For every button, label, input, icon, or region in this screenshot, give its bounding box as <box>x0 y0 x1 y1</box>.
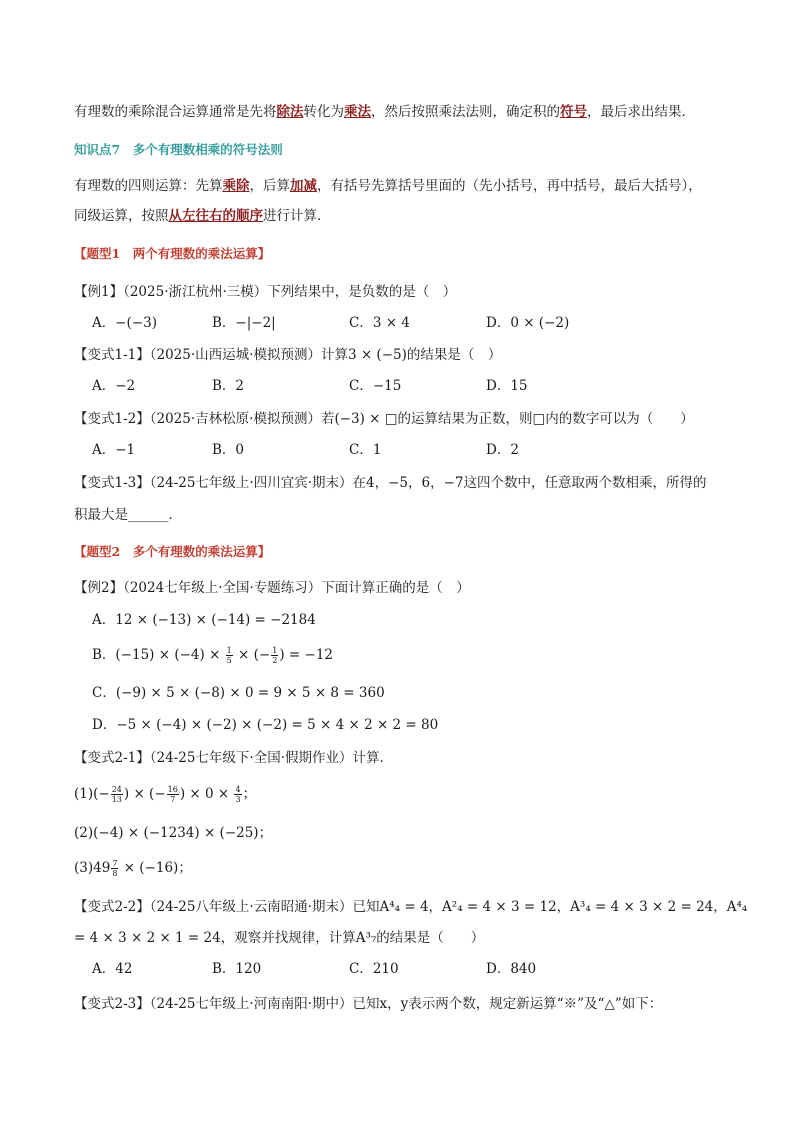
fraction <box>111 785 123 804</box>
option-c[interactable]: C．210 <box>349 961 399 977</box>
intro-text: ，最后求出结果． <box>587 104 695 120</box>
option-d[interactable]: D．0 × (−2) <box>486 315 570 331</box>
four-ops-text: 同级运算，按照 <box>74 208 169 224</box>
question-text: （24-25八年级上·云南昭通·期末）已知A⁴₄ = 4，A²₄ = 4 × 3 = 12，A³₄ = 4 × 3 × 2 = 24，A⁴₄ <box>149 899 748 915</box>
question-label: 【变式2-1】 <box>74 750 150 766</box>
variant-2-1-q3 <box>74 858 192 878</box>
variant-1-1-stem <box>74 345 501 365</box>
variant-1-2-options <box>92 440 692 460</box>
fraction <box>226 646 233 665</box>
variant-2-2-stem-cont: = 4 × 3 × 2 × 1 = 24，观察并找规律，计算A³₇的结果是（ ） <box>74 930 485 946</box>
variant-2-1-q1 <box>74 784 256 804</box>
variant-1-3-stem-cont: 积最大是______． <box>74 507 182 523</box>
question-text: （2025·吉林松原·模拟预测）若(−3) × □的运算结果为正数，则□内的数字可以为（ ） <box>149 411 694 427</box>
highlight-sign: 符号 <box>560 104 587 120</box>
highlight-add-sub: 加减 <box>290 178 317 194</box>
example-2-option-c[interactable]: C．(−9) × 5 × (−8) × 0 = 9 × 5 × 8 = 360 <box>92 685 385 701</box>
fraction <box>271 646 278 665</box>
question-label: 【例2】 <box>74 580 124 596</box>
four-ops-text: 进行计算． <box>263 208 331 224</box>
fraction <box>234 785 241 804</box>
option-d[interactable]: D．840 <box>486 961 537 977</box>
variant-1-1-options <box>92 376 692 396</box>
intro-text: ，然后按照乘法法则，确定积的 <box>371 104 560 120</box>
variant-2-3-stem <box>74 994 662 1014</box>
question-label: 【变式2-3】 <box>74 996 150 1012</box>
variant-2-2-options <box>92 959 692 979</box>
question-text: （24-25七年级下·全国·假期作业）计算． <box>149 750 394 766</box>
four-ops-text: ，后算 <box>249 178 290 194</box>
question-label: 【变式1-1】 <box>74 347 150 363</box>
example-1-stem <box>74 282 456 302</box>
expr-text: ) × 0 × <box>179 786 234 802</box>
expr-text: (1)(− <box>74 786 110 802</box>
variant-2-1-q2: (2)(−4) × (−1234) × (−25)； <box>74 825 273 841</box>
numerator: 16 <box>167 785 178 794</box>
intro-paragraph <box>74 102 695 122</box>
variant-2-2-stem <box>74 897 747 917</box>
section-title-type1: 【题型1 两个有理数的乘法运算】 <box>74 246 271 261</box>
option-a[interactable]: A．42 <box>92 961 133 977</box>
expr-text: × (−16)； <box>119 860 192 876</box>
question-text: （24-25七年级上·河南南阳·期中）已知x，y表示两个数，规定新运算“※”及“△”如下： <box>149 996 663 1012</box>
option-b[interactable]: B．−|−2| <box>212 315 276 331</box>
denominator: 13 <box>111 795 122 804</box>
section-title-type2: 【题型2 多个有理数的乘法运算】 <box>74 544 271 559</box>
four-ops-text: ，有括号先算括号里面的（先小括号，再中括号，最后大括号）， <box>317 178 702 194</box>
four-ops-text: 先算 <box>195 178 223 194</box>
variant-2-1-stem <box>74 748 393 768</box>
fraction <box>167 785 179 804</box>
numerator: 7 <box>112 859 118 868</box>
option-b[interactable]: B．120 <box>212 961 262 977</box>
four-ops-text: 有理数的四则运算： <box>74 178 196 194</box>
option-a[interactable]: A．−(−3) <box>92 315 157 331</box>
example-2-stem <box>74 578 470 598</box>
example-2-option-a[interactable]: A．12 × (−13) × (−14) = −2184 <box>92 612 316 628</box>
expr-text: (3)49 <box>74 860 111 876</box>
numerator: 4 <box>235 785 241 794</box>
option-b[interactable]: B．0 <box>212 442 245 458</box>
example-1-options <box>92 313 692 333</box>
expr-text: ) × (− <box>123 786 166 802</box>
option-d[interactable]: D．15 <box>486 378 528 394</box>
option-c[interactable]: C．−15 <box>349 378 402 394</box>
expr-text: ； <box>242 786 257 802</box>
option-a[interactable]: A．−1 <box>92 442 136 458</box>
option-c[interactable]: C．3 × 4 <box>349 315 410 331</box>
question-text: （24-25七年级上·四川宜宾·期末）在4，−5，6，−7这四个数中，任意取两个数相乘，所得的 <box>149 475 707 491</box>
denominator: 5 <box>226 656 232 665</box>
option-text: B．(−15) × (−4) × <box>92 647 225 663</box>
option-text: ) = −12 <box>279 647 333 663</box>
denominator: 7 <box>170 795 176 804</box>
section-title-kp7: 知识点7 多个有理数相乘的符号法则 <box>74 142 283 157</box>
option-b[interactable]: B．2 <box>212 378 245 394</box>
four-ops-line-1 <box>74 176 702 196</box>
question-text: （2024七年级上·全国·专题练习）下面计算正确的是（ ） <box>123 580 470 596</box>
question-text: （2025·浙江杭州·三模）下列结果中，是负数的是（ ） <box>123 284 457 300</box>
highlight-division: 除法 <box>276 104 304 120</box>
highlight-left-to-right: 从左往右的顺序 <box>168 208 263 224</box>
highlight-mul-div: 乘除 <box>222 178 250 194</box>
numerator: 24 <box>111 785 122 794</box>
highlight-multiplication: 乘法 <box>344 104 371 120</box>
option-c[interactable]: C．1 <box>349 442 382 458</box>
question-label: 【变式1-3】 <box>74 475 150 491</box>
variant-1-3-stem <box>74 473 706 493</box>
intro-text: 转化为 <box>303 104 344 120</box>
denominator: 3 <box>235 795 241 804</box>
question-text: （2025·山西运城·模拟预测）计算3 × (−5)的结果是（ ） <box>149 347 502 363</box>
denominator: 8 <box>112 869 118 878</box>
example-2-option-b[interactable] <box>92 645 333 665</box>
question-label: 【变式2-2】 <box>74 899 150 915</box>
option-d[interactable]: D．2 <box>486 442 519 458</box>
fraction <box>111 859 118 878</box>
numerator: 1 <box>272 646 278 655</box>
option-a[interactable]: A．−2 <box>92 378 136 394</box>
example-2-option-d[interactable]: D．−5 × (−4) × (−2) × (−2) = 5 × 4 × 2 × 2 = 80 <box>92 717 439 733</box>
question-label: 【例1】 <box>74 284 124 300</box>
intro-text: 有理数的乘除混合运算通常是先将 <box>74 104 277 120</box>
numerator: 1 <box>226 646 232 655</box>
variant-1-2-stem <box>74 409 694 429</box>
option-text: × (− <box>233 647 271 663</box>
four-ops-line-2 <box>74 206 331 226</box>
question-label: 【变式1-2】 <box>74 411 150 427</box>
denominator: 2 <box>272 656 278 665</box>
